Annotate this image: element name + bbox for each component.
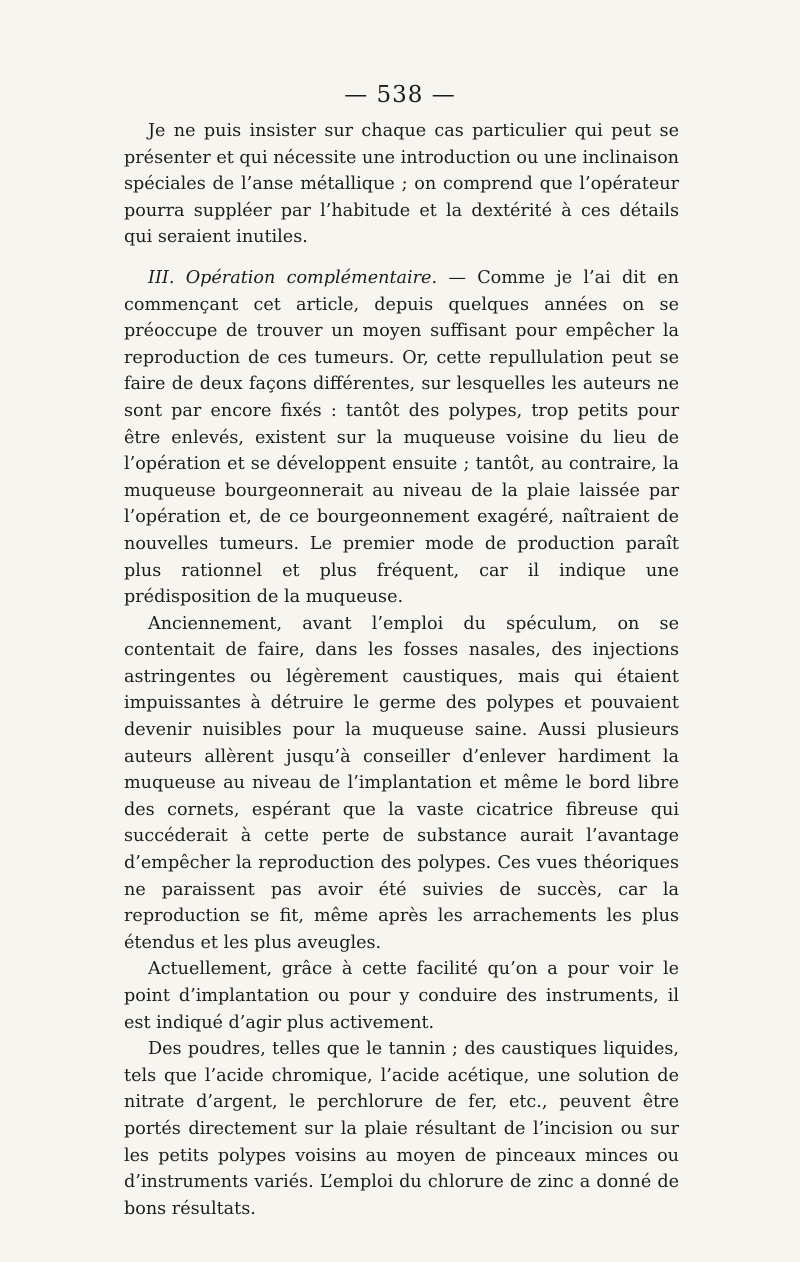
paragraph-2 <box>124 265 679 611</box>
page-body <box>124 118 679 1222</box>
paragraph-1: Je ne puis insister sur chaque cas particulier qui peut se présenter et qui nécessite une introduction ou une inclinaison spéciales de l’anse métallique ; on comprend que l’opérateur pourra suppléer par l’habitude et la dextérité à ces détails qui seraient inutiles. <box>124 121 680 248</box>
section-text: — Comme je l’ai dit en commençant cet article, depuis quelques années on se préoccupe de trouver un moyen suffisant pour empêcher la reproduction de ces tumeurs. Or, cette repullulation peut se faire de deux façons différentes, sur lesquelles les auteurs ne sont par encore fixés : tantôt des polypes, trop petits pour être enlevés, existent sur la muqueuse voisine du lieu de l’opération et se développent ensuite ; tantôt, au contraire, la muqueuse bourgeonnerait au niveau de la plaie laissée par l’opération et, de ce bourgeonnement exagéré, naîtraient de nouvelles tumeurs. Le premier mode de production paraît plus rationnel et plus fréquent, car il indique une prédisposition de la muqueuse. <box>124 267 680 608</box>
page-number: — 538 — <box>344 82 456 108</box>
paragraph-3: Anciennement, avant l’emploi du spéculum, on se contentait de faire, dans les fosses nasales, des injections astringentes ou légèrement caustiques, mais qui étaient impuissantes à détruire le germe des polypes et pouvaient devenir nuisibles pour la muqueuse saine. Aussi plusieurs auteurs allèrent jusqu’à conseiller d’enlever hardiment la muqueuse au niveau de l’implantation et même le bord libre des cornets, espérant que la vaste cicatrice fibreuse qui succéderait à cette perte de substance aurait l’avantage d’empêcher la reproduction des polypes. Ces vues théoriques ne paraissent pas avoir été suivies de succès, car la reproduction se fit, même après les arrachements les plus étendus et les plus aveugles. <box>124 613 679 953</box>
paragraph-5: Des poudres, telles que le tannin ; des caustiques liquides, tels que l’acide chromique, l’acide acétique, une solution de nitrate d’argent, le perchlorure de fer, etc., peuvent être portés directement sur la plaie résultant de l’incision ou sur les petits polypes voisins au moyen de pinceaux minces ou d’instruments variés. L’emploi du chlorure de zinc a donné de bons résultats. <box>124 1039 679 1219</box>
section-heading: III. Opération complémentaire. <box>148 267 438 288</box>
paragraph-4: Actuellement, grâce à cette facilité qu’on a pour voir le point d’implantation ou pour y conduire des instruments, il est indiqué d’agir plus activement. <box>124 959 679 1033</box>
